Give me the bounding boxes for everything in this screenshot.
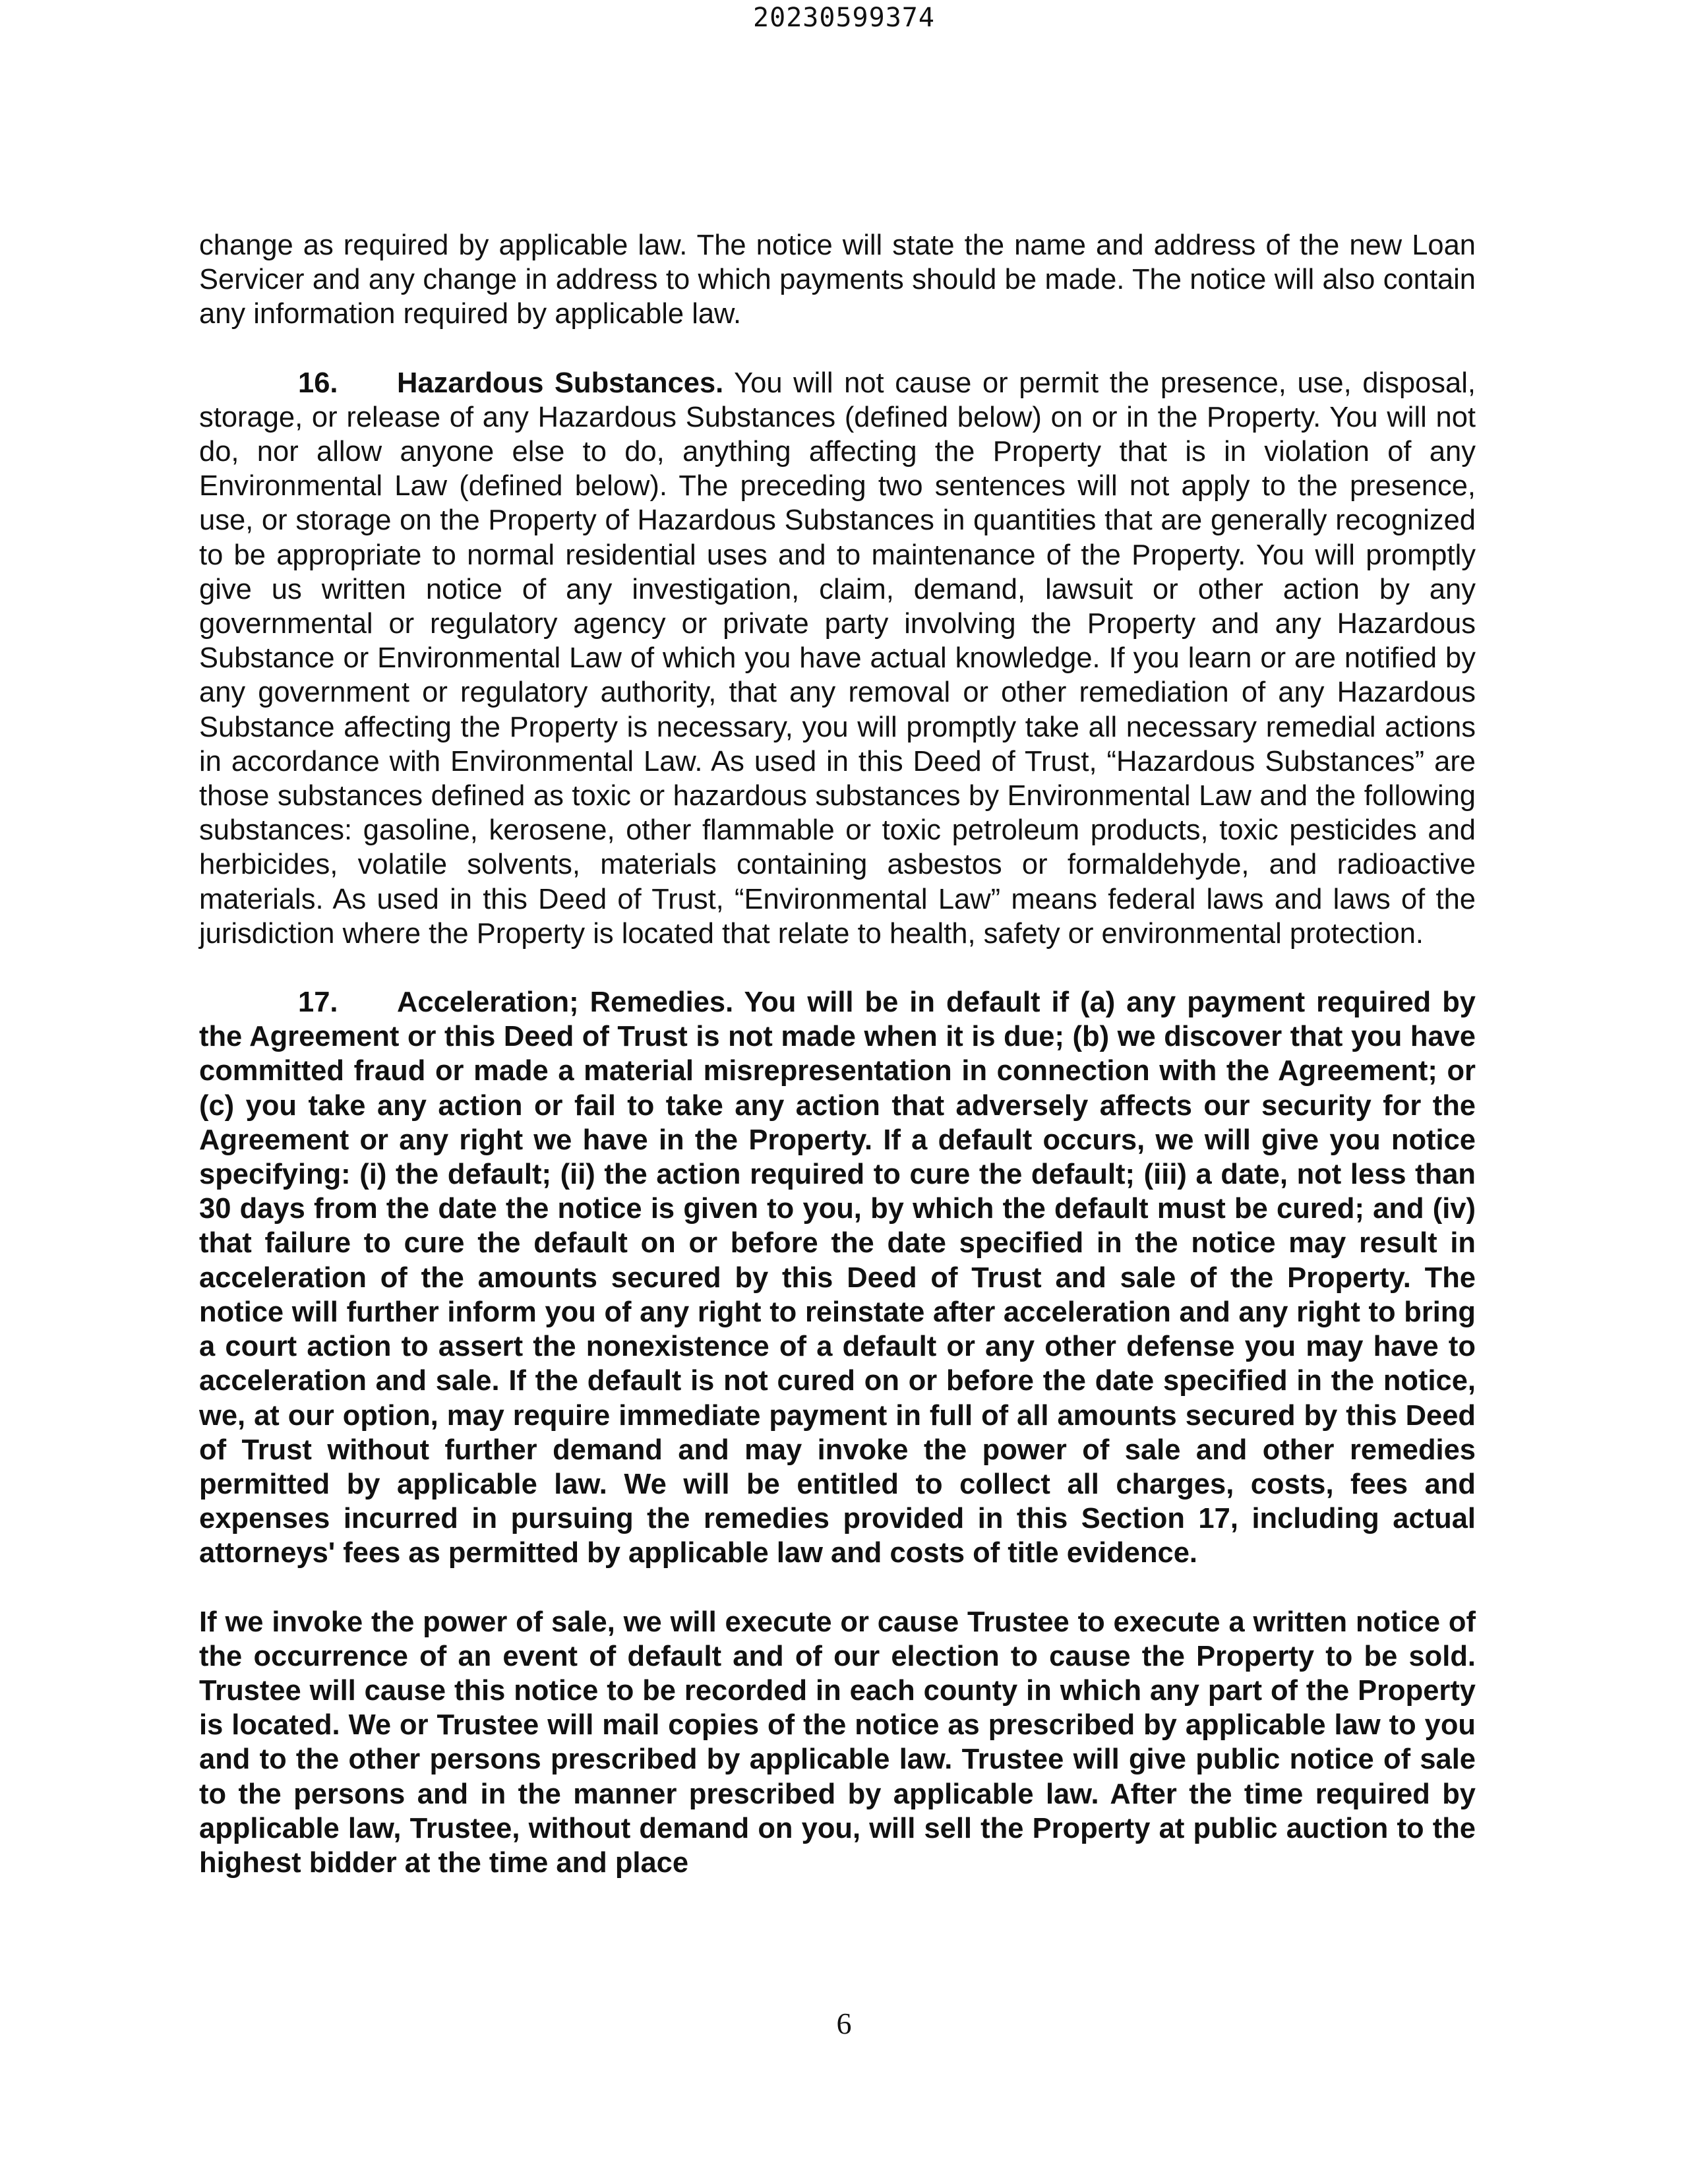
- section-16-heading: Hazardous Substances.: [397, 367, 724, 399]
- continuation-paragraph: change as required by applicable law. The notice will state the name and address of the new Loan Servicer and any change in address to which payments should be made. The notice will also contain any information required by applicable law.: [199, 229, 1476, 330]
- section-16-paragraph: [199, 366, 1476, 951]
- section-17-number: 17.: [298, 986, 338, 1019]
- power-of-sale-paragraph: If we invoke the power of sale, we will execute or cause Trustee to execute a written notice of the occurrence of an event of default and of our election to cause the Property to be sold. Trustee will cause this notice to be recorded in each county in which any part of the Property is located. We or Trustee will mail copies of the notice as prescribed by applicable law to you and to the other persons prescribed by applicable law. Trustee will give public notice of sale to the persons and in the manner prescribed by applicable law. After the time required by applicable law, Trustee, without demand on you, will sell the Property at public auction to the highest bidder at the time and place: [199, 1606, 1476, 1879]
- page-number: 6: [836, 2007, 852, 2040]
- document-number: 20230599374: [753, 3, 935, 33]
- section-17-body: You will be in default if (a) any payment required by the Agreement or this Deed of Trust is not made when it is due; (b) we discover that you have committed fraud or made a material misrepresentation in connection with the Agreement; or (c) you take any action or fail to take any action that adversely affects our security for the Agreement or any right we have in the Property. If a default occurs, we will give you notice specifying: (i) the default; (ii) the action required to cure the default; (iii) a date, not less than 30 days from the date the notice is given to you, by which the default must be cured; and (iv) that failure to cure the default on or before the date specified in the notice may result in acceleration of the amounts secured by this Deed of Trust and sale of the Property. The notice will further inform you of any right to reinstate after acceleration and any right to bring a court action to assert the nonexistence of a default or any other defense you may have to acceleration and sale. If the default is not cured on or before the date specified in the notice, we, at our option, may require immediate payment in full of all amounts secured by this Deed of Trust without further demand and may invoke the power of sale and other remedies permitted by applicable law. We will be entitled to collect all charges, costs, fees and expenses incurred in pursuing the remedies provided in this Section 17, including actual attorneys' fees as permitted by applicable law and costs of title evidence.: [199, 986, 1476, 1569]
- section-16-body: You will not cause or permit the presence, use, disposal, storage, or release of any Hazardous Substances (defined below) on or in the Property. You will not do, nor allow anyone else to do, anything affecting the Property that is in violation of any Environmental Law (defined below). The preceding two sentences will not apply to the presence, use, or storage on the Property of Hazardous Substances in quantities that are generally recognized to be appropriate to normal residential uses and to maintenance of the Property. You will promptly give us written notice of any investigation, claim, demand, lawsuit or other action by any governmental or regulatory agency or private party involving the Property and any Hazardous Substance or Environmental Law of which you have actual knowledge. If you learn or are notified by any government or regulatory authority, that any removal or other remediation of any Hazardous Substance affecting the Property is necessary, you will promptly take all necessary remedial actions in accordance with Environmental Law. As used in this Deed of Trust, “Hazardous Substances” are those substances defined as toxic or hazardous substances by Environmental Law and the following substances: gasoline, kerosene, other flammable or toxic petroleum products, toxic pesticides and herbicides, volatile solvents, materials containing asbestos or formaldehyde, and radioactive materials. As used in this Deed of Trust, “Environmental Law” means federal laws and laws of the jurisdiction where the Property is located that relate to health, safety or environmental protection.: [199, 367, 1476, 950]
- section-17-paragraph: [199, 985, 1476, 1570]
- document-body: [199, 228, 1476, 1880]
- section-17-heading: Acceleration; Remedies.: [397, 986, 734, 1019]
- section-16-number: 16.: [298, 367, 338, 399]
